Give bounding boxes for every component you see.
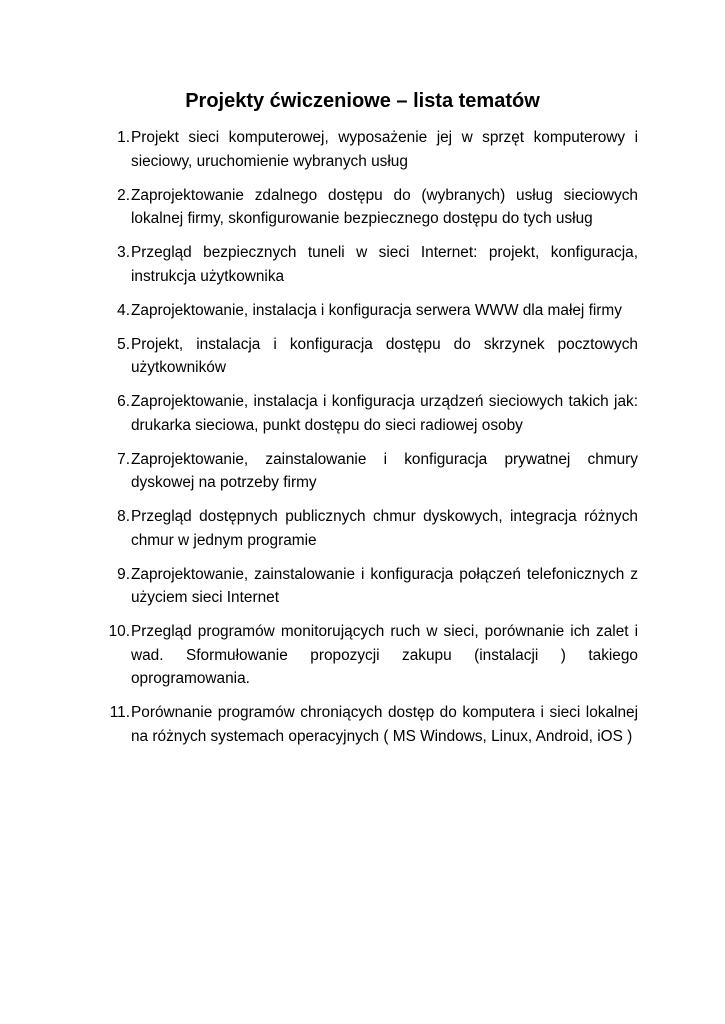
- list-item: [96, 241, 638, 288]
- list-item: [96, 563, 638, 610]
- list-item: [96, 333, 638, 380]
- list-item-number: 9.: [117, 565, 130, 583]
- list-item-number: 5.: [117, 335, 130, 353]
- topic-list: [96, 126, 638, 759]
- list-item-number: 3.: [117, 244, 130, 261]
- list-item-number: 7.: [117, 450, 130, 468]
- list-item-number: 2.: [117, 186, 130, 204]
- list-item-text: Przegląd dostępnych publicznych chmur dyskowych, integracja różnych chmur w jednym programie: [131, 508, 638, 549]
- list-item-text: Zaprojektowanie, zainstalowanie i konfiguracja prywatnej chmury dyskowej na potrzeby firmy: [131, 450, 638, 491]
- page-title: Projekty ćwiczeniowe – lista tematów: [185, 90, 540, 112]
- list-item-number: 10.: [108, 623, 130, 640]
- list-item-text: Zaprojektowanie zdalnego dostępu do (wybranych) usług sieciowych lokalnej firmy, skonfigurowanie bezpiecznego dostępu do tych usług: [131, 186, 638, 227]
- list-item-text: Projekt sieci komputerowej, wyposażenie jej w sprzęt komputerowy i sieciowy, uruchomienie wybranych usług: [131, 129, 638, 170]
- list-item-text: Przegląd programów monitorujących ruch w sieci, porównanie ich zalet i wad. Sformułowanie propozycji zakupu (instalacji ) takiego oprogramowania.: [131, 623, 638, 687]
- list-item: [96, 184, 638, 231]
- list-item: [96, 126, 638, 173]
- list-item: [96, 620, 638, 691]
- list-item: [96, 701, 638, 748]
- list-item: [96, 505, 638, 552]
- list-item-text: Projekt, instalacja i konfiguracja dostępu do skrzynek pocztowych użytkowników: [131, 335, 638, 376]
- list-item-text: Zaprojektowanie, instalacja i konfiguracja serwera WWW dla małej firmy: [131, 301, 622, 319]
- list-item-text: Zaprojektowanie, instalacja i konfiguracja urządzeń sieciowych takich jak: drukarka sieciowa, punkt dostępu do sieci radiowej osoby: [131, 393, 638, 434]
- list-item: [96, 299, 638, 323]
- list-item-number: 4.: [117, 301, 130, 319]
- list-item-number: 6.: [117, 393, 130, 410]
- list-item: [96, 390, 638, 437]
- list-item-text: Porównanie programów chroniących dostęp do komputera i sieci lokalnej na różnych systemach operacyjnych ( MS Windows, Linux, Android, iOS ): [131, 704, 638, 745]
- list-item: [96, 448, 638, 495]
- list-item-text: Zaprojektowanie, zainstalowanie i konfiguracja połączeń telefonicznych z użyciem sieci Internet: [131, 565, 638, 606]
- list-item-number: 8.: [117, 508, 130, 525]
- list-item-number: 11.: [109, 704, 130, 721]
- list-item-number: 1.: [117, 129, 130, 146]
- list-item-text: Przegląd bezpiecznych tuneli w sieci Internet: projekt, konfiguracja, instrukcja użytkownika: [131, 244, 638, 285]
